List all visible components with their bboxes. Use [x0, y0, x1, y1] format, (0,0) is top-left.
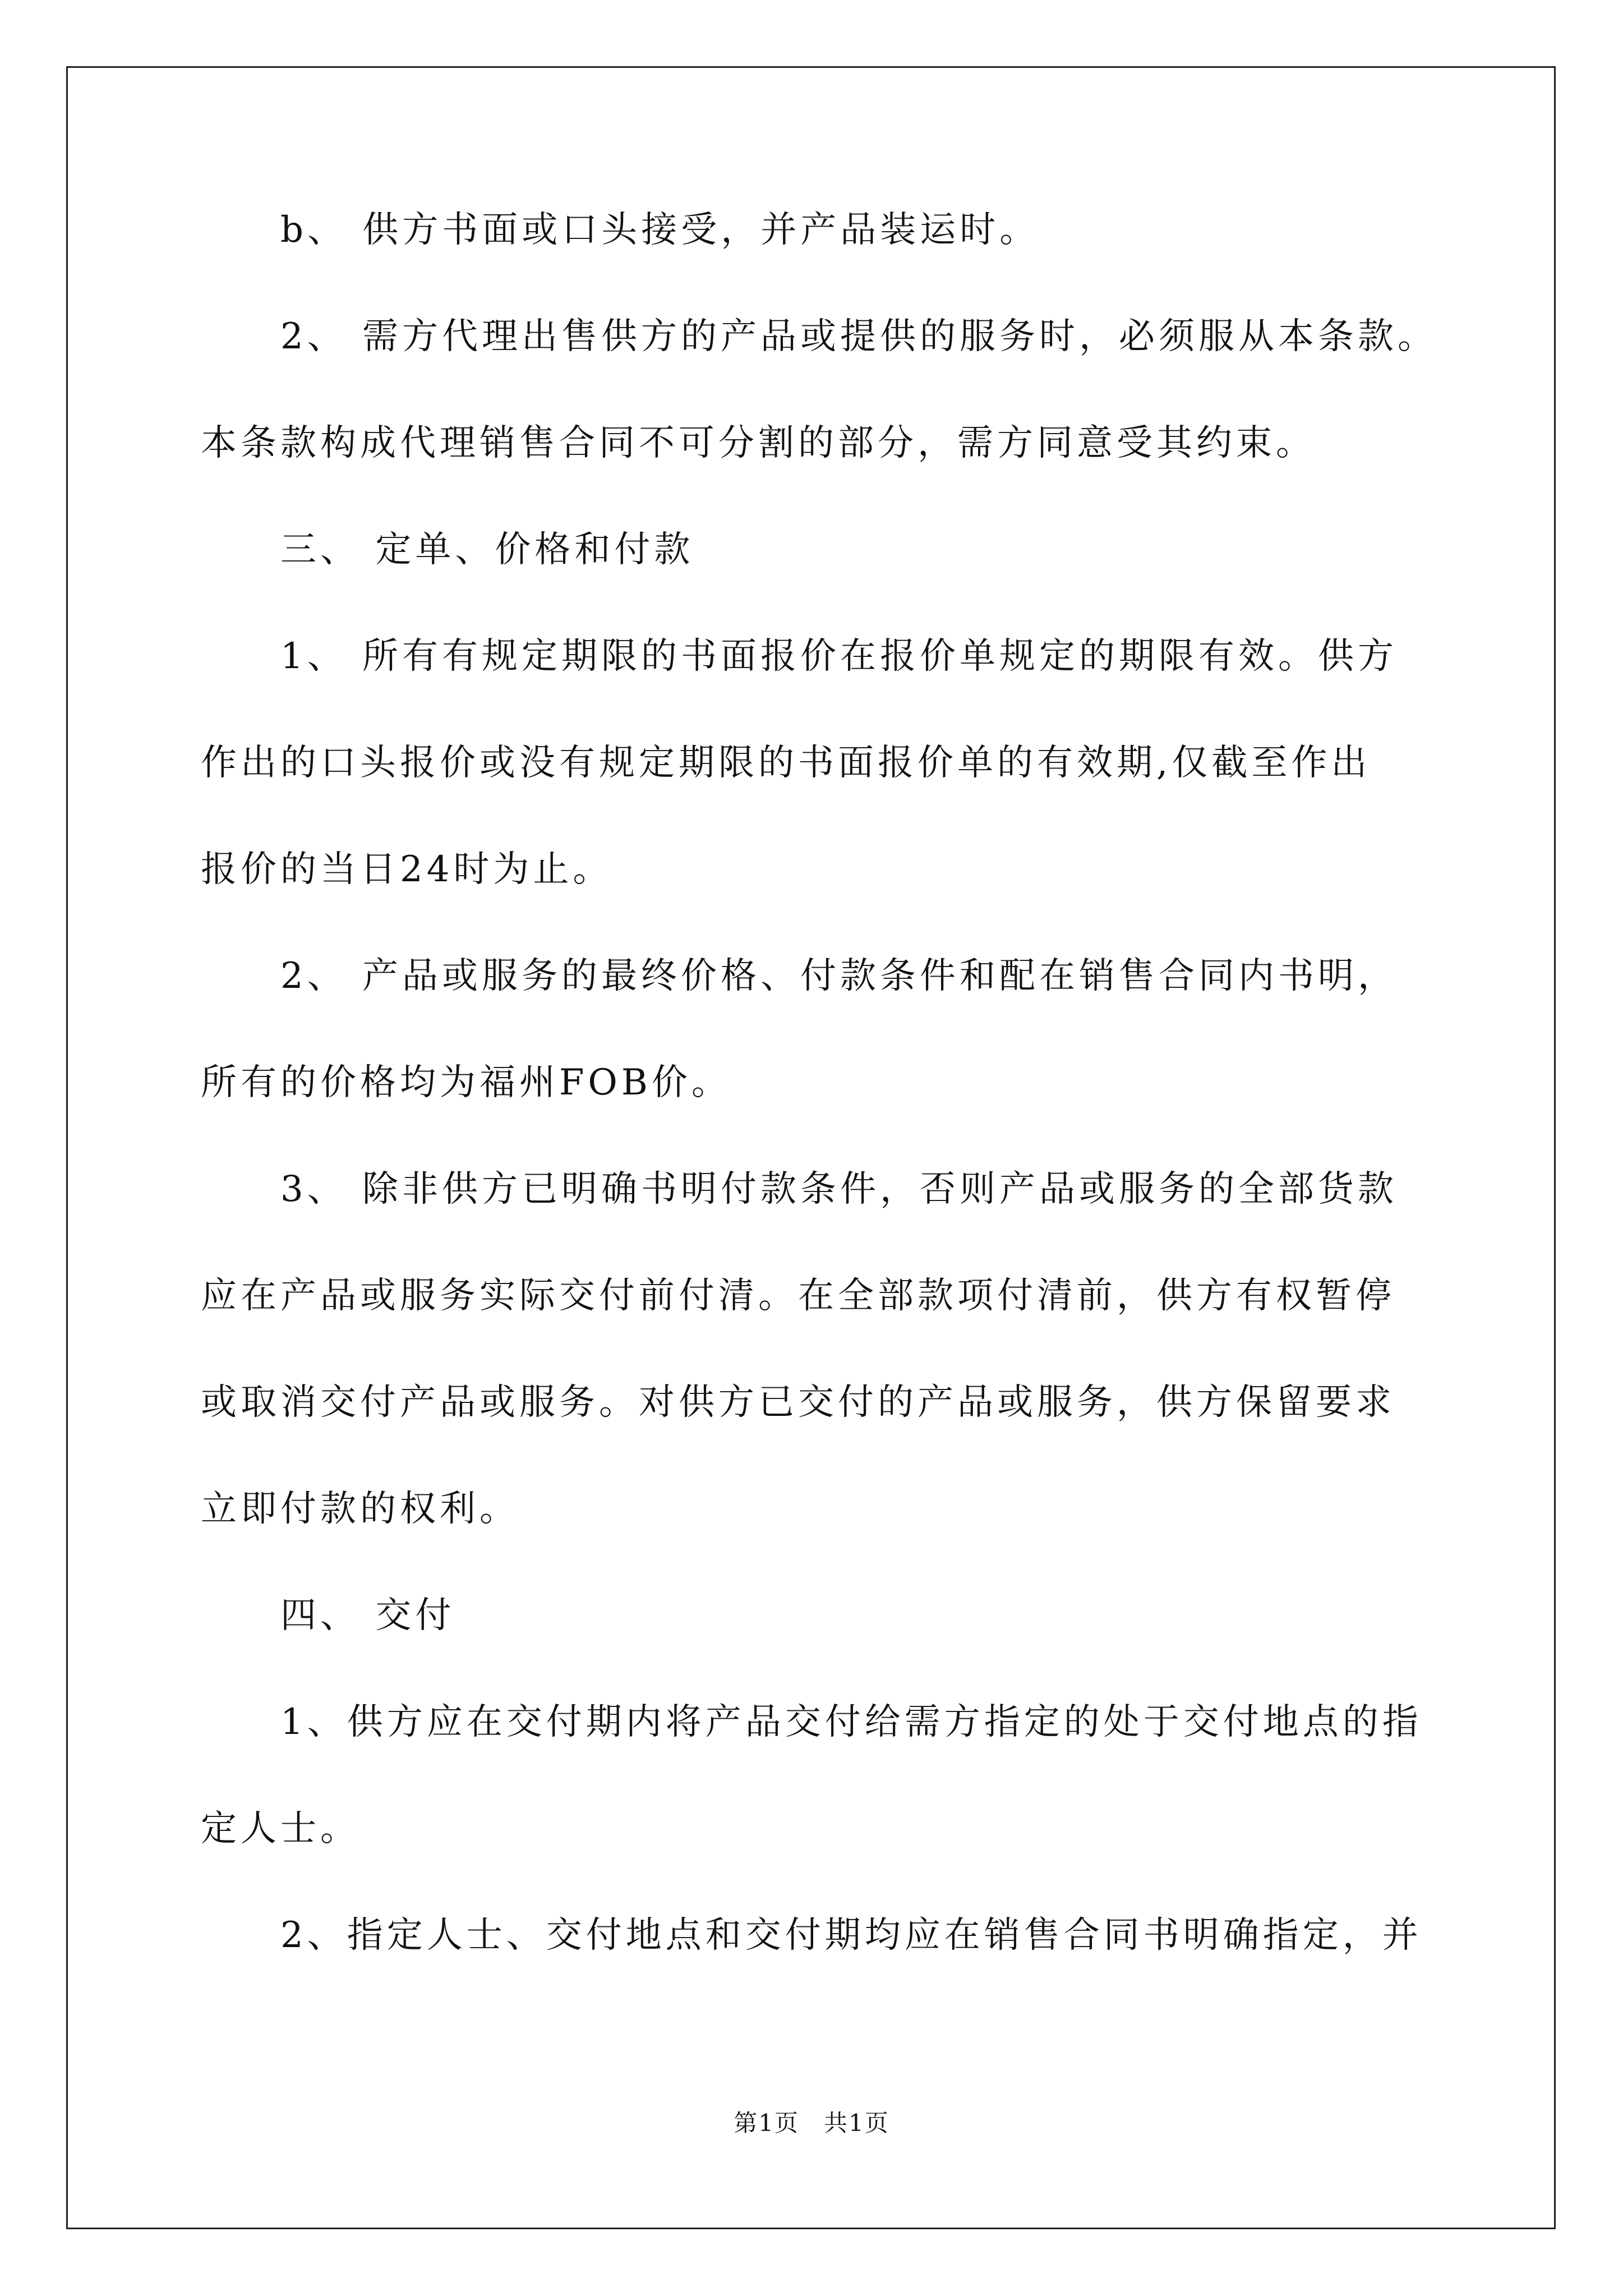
- text-line: 报价的当日24时为止。: [201, 849, 613, 890]
- text-line: 1、供方应在交付期内将产品交付给需方指定的处于交付地点的指: [280, 1701, 1422, 1743]
- text-line: b、 供方书面或口头接受，并产品装运时。: [280, 209, 1040, 251]
- section-heading: 三、 定单、价格和付款: [280, 529, 694, 570]
- text-line: 本条款构成代理销售合同不可分割的部分，需方同意受其约束。: [201, 422, 1316, 464]
- text-line: 立即付款的权利。: [201, 1488, 519, 1530]
- page-border: [66, 66, 1556, 2229]
- text-line: 作出的口头报价或没有规定期限的书面报价单的有效期,仅截至作出: [201, 742, 1371, 784]
- text-line: 2、 需方代理出售供方的产品或提供的服务时，必须服从本条款。: [280, 316, 1438, 357]
- text-line: 所有的价格均为福州FOB价。: [201, 1062, 731, 1103]
- text-line: 2、指定人士、交付地点和交付期均应在销售合同书明确指定，并: [280, 1915, 1422, 1956]
- text-line: 定人士。: [201, 1808, 360, 1849]
- text-line: 2、 产品或服务的最终价格、付款条件和配在销售合同内书明，: [280, 955, 1398, 997]
- text-line: 或取消交付产品或服务。对供方已交付的产品或服务，供方保留要求: [201, 1382, 1395, 1423]
- page-number-footer: 第1页 共1页: [734, 2109, 889, 2137]
- text-line: 3、 除非供方已明确书明付款条件，否则产品或服务的全部货款: [280, 1168, 1398, 1210]
- text-line: 1、 所有有规定期限的书面报价在报价单规定的期限有效。供方: [280, 636, 1398, 677]
- text-line: 应在产品或服务实际交付前付清。在全部款项付清前，供方有权暂停: [201, 1275, 1395, 1317]
- section-heading: 四、 交付: [280, 1595, 455, 1636]
